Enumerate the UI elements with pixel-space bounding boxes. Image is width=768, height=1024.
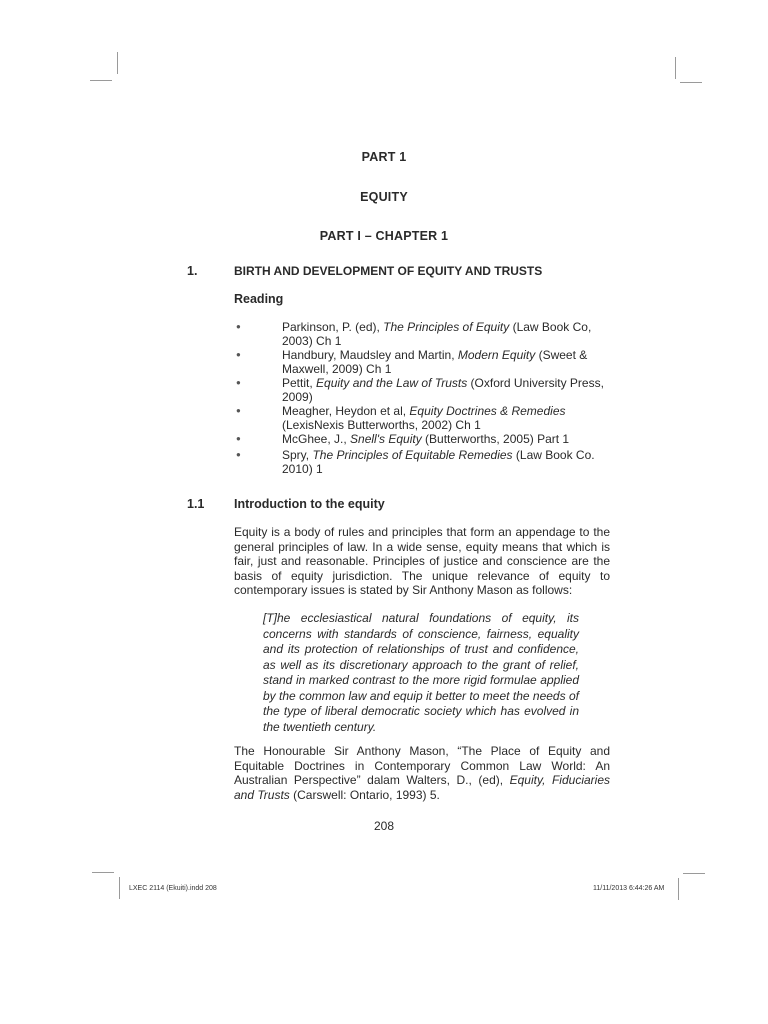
chapter-heading: PART I – CHAPTER 1 [319, 229, 449, 243]
reading-list [234, 320, 614, 476]
reading-item: ● Pettit, Equity and the Law of Trusts (Oxford University Press, 2009) [236, 376, 604, 404]
crop-mark-top-right-horizontal [680, 82, 702, 83]
section-number: 1. [187, 264, 198, 278]
print-timestamp: 11/11/2013 6:44:26 AM [593, 885, 665, 892]
crop-mark-top-left-vertical [117, 52, 118, 74]
crop-mark-bottom-left-horizontal [92, 872, 114, 873]
part-heading: PART 1 [361, 150, 407, 164]
equity-heading: EQUITY [360, 190, 408, 204]
page-number: 208 [373, 819, 395, 833]
section-title: BIRTH AND DEVELOPMENT OF EQUITY AND TRUSTS [234, 264, 543, 278]
reading-item: ● Meagher, Heydon et al, Equity Doctrines & Remedies (LexisNexis Butterworths, 2002) Ch 1 [236, 404, 566, 432]
reading-item: ● Parkinson, P. (ed), The Principles of Equity (Law Book Co, 2003) Ch 1 [236, 320, 592, 348]
reading-item: ● Handbury, Maudsley and Martin, Modern Equity (Sweet & Maxwell, 2009) Ch 1 [236, 348, 588, 376]
intro-paragraph: Equity is a body of rules and principles that form an appendage to the general principles of law. In a wide sense, equity means that which is fair, just and reasonable. Principles of justice and conscience are the basis of equity jurisdiction. The unique relevance of equity to contemporary issues is stated by Sir Anthony Mason as follows: [234, 525, 610, 597]
bullet-icon: ● [236, 322, 241, 331]
reading-heading: Reading [234, 292, 284, 306]
bullet-icon: ● [236, 434, 241, 443]
subsection-number: 1.1 [187, 497, 205, 511]
citation-paragraph: The Honourable Sir Anthony Mason, “The Place of Equity and Equitable Doctrines in Contemporary Common Law World: An Australian Perspective” dalam Walters, D., (ed), Equity, Fiduciaries and Trusts (Carswell: Ontario, 1993) 5. [234, 744, 610, 802]
bullet-icon: ● [236, 450, 241, 459]
crop-mark-bottom-left-vertical [119, 877, 120, 899]
crop-mark-top-left-horizontal [90, 80, 112, 81]
crop-mark-top-right-vertical [675, 57, 676, 79]
bullet-icon: ● [236, 406, 241, 415]
crop-mark-bottom-right-horizontal [683, 873, 705, 874]
crop-mark-bottom-right-vertical [678, 878, 679, 900]
file-slug: LXEC 2114 (Ekuiti).indd 208 [129, 885, 217, 892]
bullet-icon: ● [236, 378, 241, 387]
block-quote: [T]he ecclesiastical natural foundations of equity, its concerns with standards of conscience, fairness, equality and its protection of relationships of trust and confidence, as well as its discretionary approach to the grant of relief, stand in marked contrast to the more rigid formulae applied by the common law and equip it better to meet the needs of the type of liberal democratic society which has evolved in the twentieth century. [263, 611, 579, 734]
subsection-title: Introduction to the equity [234, 497, 385, 511]
reading-item: ● Spry, The Principles of Equitable Remedies (Law Book Co. 2010) 1 [236, 448, 595, 476]
bullet-icon: ● [236, 350, 241, 359]
reading-item: ● McGhee, J., Snell's Equity (Butterworths, 2005) Part 1 [236, 432, 570, 446]
